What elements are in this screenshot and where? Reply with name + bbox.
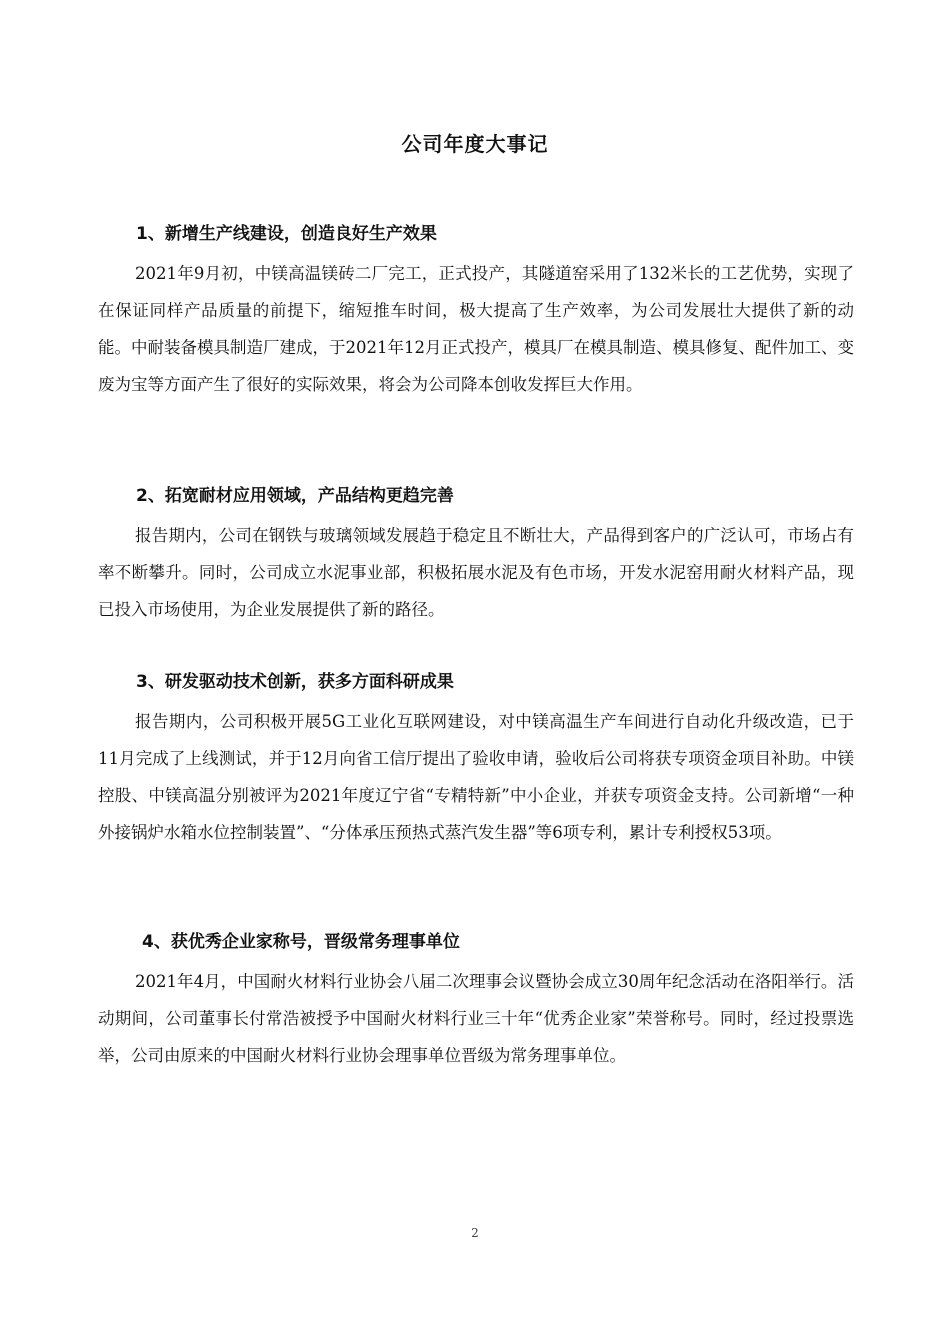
section-paragraph: 报告期内，公司在钢铁与玻璃领域发展趋于稳定且不断壮大，产品得到客户的广泛认可，市场占有率不断攀升。同时，公司成立水泥事业部，积极拓展水泥及有色市场，开发水泥窑用耐火材料产品，现已投入市场使用，为企业发展提供了新的路径。 — [98, 526, 854, 619]
section-paragraph: 2021年9月初，中镁高温镁砖二厂完工，正式投产，其隧道窑采用了132米长的工艺优势，实现了在保证同样产品质量的前提下，缩短推车时间，极大提高了生产效率，为公司发展壮大提供了新的动能。中耐装备模具制造厂建成，于2021年12月正式投产，模具厂在模具制造、模具修复、配件加工、变废为宝等方面产生了很好的实际效果，将会为公司降本创收发挥巨大作用。 — [98, 264, 854, 394]
section-entrepreneur-award — [98, 929, 854, 1074]
section-paragraph: 2021年4月，中国耐火材料行业协会八届二次理事会议暨协会成立30周年纪念活动在洛阳举行。活动期间，公司董事长付常浩被授予中国耐火材料行业三十年“优秀企业家”荣誉称号。同时，经过投票选举，公司由原来的中国耐火材料行业协会理事单位晋级为常务理事单位。 — [98, 972, 854, 1065]
page-title: 公司年度大事记 — [401, 132, 549, 156]
section-heading: 4、获优秀企业家称号，晋级常务理事单位 — [142, 932, 460, 952]
section-heading: 1、新增生产线建设，创造良好生产效果 — [136, 224, 437, 244]
section-paragraph: 报告期内，公司积极开展5G工业化互联网建设，对中镁高温生产车间进行自动化升级改造，已于11月完成了上线测试，并于12月向省工信厅提出了验收申请，验收后公司将获专项资金项目补助。中镁控股、中镁高温分别被评为2021年度辽宁省“专精特新”中小企业，并获专项资金支持。公司新增“一种外接锅炉水箱水位控制装置”、“分体承压预热式蒸汽发生器”等6项专利，累计专利授权53项。 — [98, 712, 854, 842]
section-rd-innovation — [98, 669, 854, 851]
section-heading: 3、研发驱动技术创新，获多方面科研成果 — [136, 672, 454, 692]
section-heading: 2、拓宽耐材应用领域，产品结构更趋完善 — [136, 486, 454, 506]
section-product-structure — [98, 483, 854, 628]
page-number: 2 — [471, 1226, 479, 1240]
section-new-production-lines — [98, 221, 854, 403]
